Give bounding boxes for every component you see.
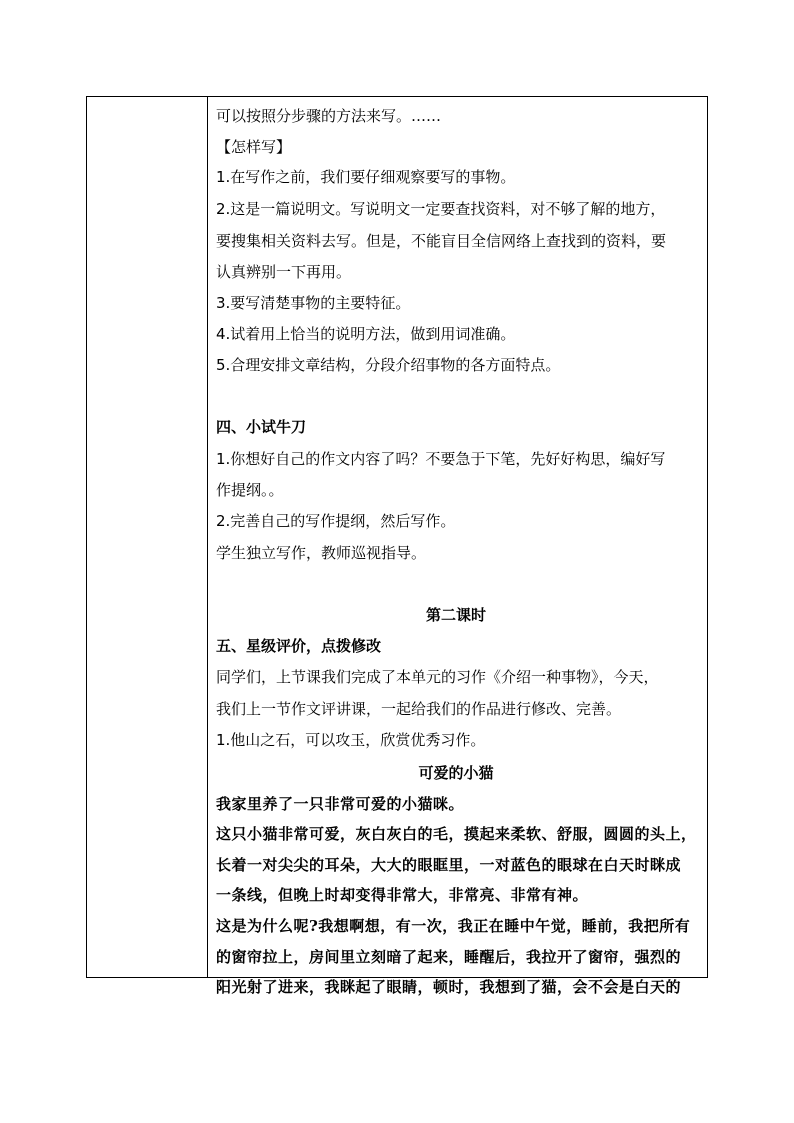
text-line: 3.要写清楚事物的主要特征。 [216,294,411,312]
essay-line: 这是为什么呢?我想啊想，有一次，我正在睡中午觉，睡前，我把所有 [216,917,691,935]
text-line: 1.在写作之前，我们要仔细观察要写的事物。 [216,168,516,186]
text-line: 要搜集相关资料去写。但是，不能盲目全信网络上查找到的资料，要 [216,232,667,250]
lesson-title: 第二课时 [425,606,486,624]
text-line: 作提纲。。 [216,481,284,499]
column-divider [207,97,208,977]
section-heading-four: 四、小试牛刀 [216,418,307,436]
text-line: 4.试着用上恰当的说明方法，做到用词准确。 [216,325,516,343]
text-line: 1.他山之石，可以攻玉，欣赏优秀习作。 [216,731,486,749]
essay-line: 一条线，但晚上时却变得非常大，非常亮、非常有神。 [216,886,589,904]
essay-line: 的窗帘拉上，房间里立刻暗了起来，睡醒后，我拉开了窗帘，强烈的 [216,948,682,966]
text-line: 1.你想好自己的作文内容了吗？不要急于下笔，先好好构思，编好写 [216,450,666,468]
lesson-plan-table [86,96,708,996]
essay-line: 我家里养了一只非常可爱的小猫咪。 [216,795,465,813]
text-line: 2.完善自己的写作提纲，然后写作。 [216,512,456,530]
section-heading-how-to-write: 【怎样写】 [216,138,292,156]
essay-line: 长着一对尖尖的耳朵，大大的眼眶里，一对蓝色的眼球在白天时眯成 [216,856,682,874]
essay-line: 这只小猫非常可爱，灰白灰白的毛，摸起来柔软、舒服，圆圆的头上， [216,825,697,843]
text-line: 2.这是一篇说明文。写说明文一定要查找资料，对不够了解的地方， [216,200,666,218]
essay-line: 阳光射了进来，我眯起了眼睛，顿时，我想到了猫，会不会是白天的 [216,978,682,996]
text-line: 认真辨别一下再用。 [216,263,352,281]
section-heading-five: 五、星级评价，点拨修改 [216,637,382,655]
text-line: 同学们，上节课我们完成了本单元的习作《介绍一种事物》，今天， [216,668,659,686]
essay-title: 可爱的小猫 [418,764,494,782]
text-line: 学生独立写作，教师巡视指导。 [216,544,427,562]
text-line: 我们上一节作文评讲课，一起给我们的作品进行修改、完善。 [216,700,622,718]
text-line: 5.合理安排文章结构，分段介绍事物的各方面特点。 [216,356,561,374]
text-line: 可以按照分步骤的方法来写。…… [216,107,442,125]
